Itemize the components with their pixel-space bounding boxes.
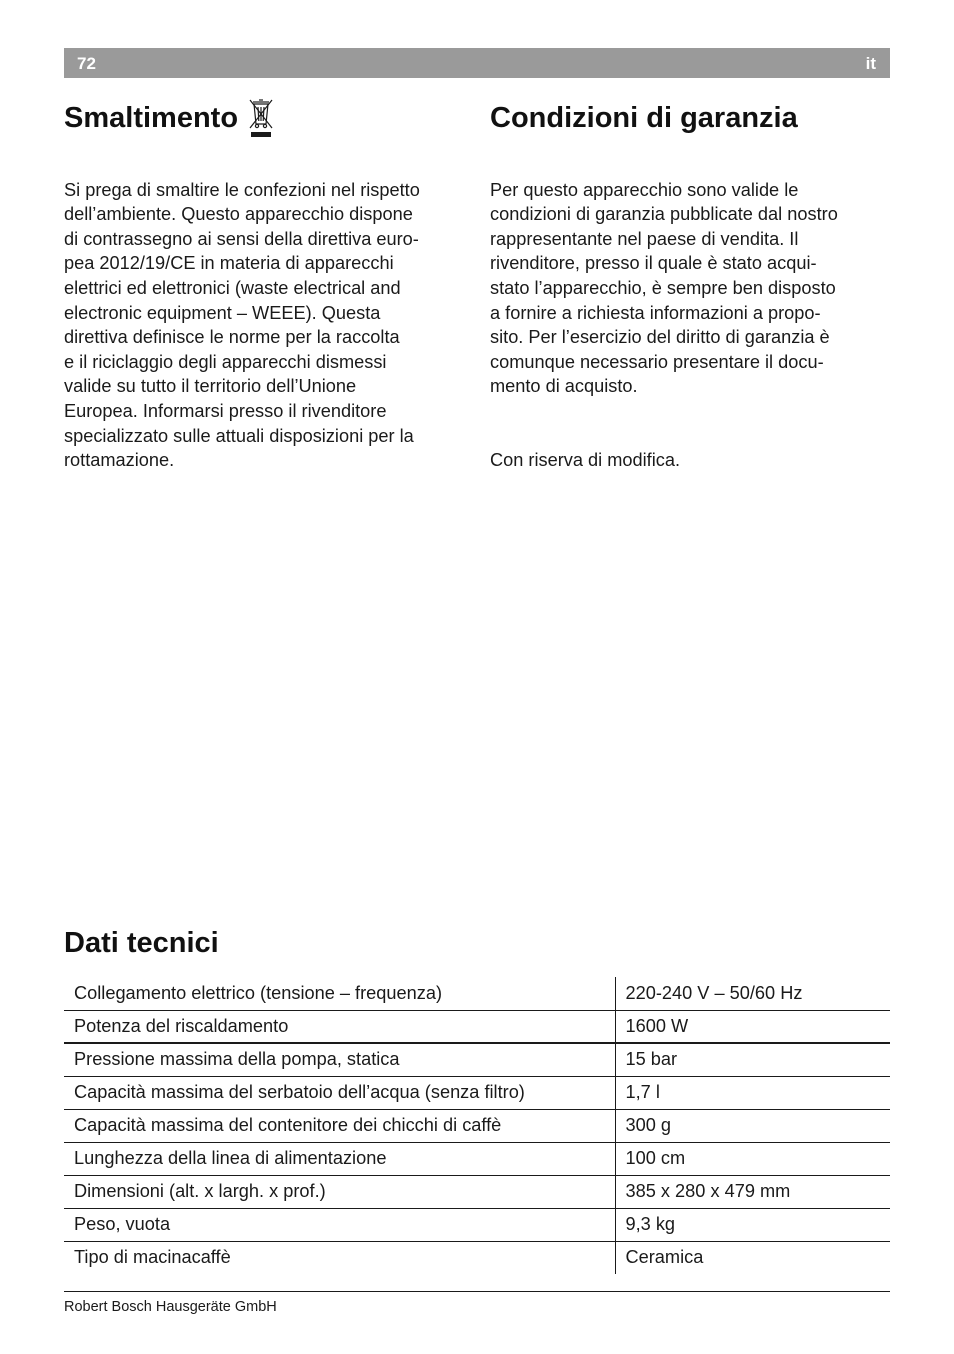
page-number: 72 xyxy=(77,54,96,73)
technical-data-table xyxy=(64,977,890,1274)
footer-company: Robert Bosch Hausgeräte GmbH xyxy=(64,1299,277,1315)
disposal-heading xyxy=(64,96,468,140)
table-row xyxy=(64,1142,890,1175)
spec-label: Pressione massima della pompa, statica xyxy=(64,1043,615,1076)
spec-value: 100 cm xyxy=(615,1142,890,1175)
crossed-out-wheelie-bin-icon xyxy=(248,98,274,151)
spec-label: Capacità massima del serbatoio dell’acqua (senza filtro) xyxy=(64,1076,615,1109)
warranty-section xyxy=(490,96,894,497)
spec-label: Collegamento elettrico (tensione – frequenza) xyxy=(64,977,615,1010)
spec-label: Lunghezza della linea di alimentazione xyxy=(64,1142,615,1175)
table-row xyxy=(64,1175,890,1208)
warranty-paragraph: Per questo apparecchio sono valide le condizioni di garanzia pubblicate dal nostro rappresentante nel paese di vendita. Il rivenditore, presso il quale è stato acqui- stato l’apparecchio, è sempre ben disposto a fornire a richiesta informazioni a propo- sito. Per l’esercizio del diritto di garanzia è comunque necessario presentare il docu- mento di acquisto. xyxy=(490,179,838,397)
spec-label: Potenza del riscaldamento xyxy=(64,1010,615,1043)
table-row xyxy=(64,1241,890,1274)
footer-divider xyxy=(64,1291,890,1292)
spec-value: 220-240 V – 50/60 Hz xyxy=(615,977,890,1010)
spec-label: Peso, vuota xyxy=(64,1208,615,1241)
table-row xyxy=(64,1010,890,1043)
technical-data-title: Dati tecnici xyxy=(64,927,219,959)
warranty-note: Con riserva di modifica. xyxy=(490,450,681,471)
spec-value: 385 x 280 x 479 mm xyxy=(615,1175,890,1208)
language-code: it xyxy=(865,54,876,73)
table-row xyxy=(64,1076,890,1109)
disposal-text xyxy=(64,153,468,497)
spec-label: Capacità massima del contenitore dei chicchi di caffè xyxy=(64,1109,615,1142)
disposal-title: Smaltimento xyxy=(64,102,239,134)
disposal-section xyxy=(64,96,468,497)
page-header-bar xyxy=(64,48,890,78)
spec-value: 15 bar xyxy=(615,1043,890,1076)
spec-label: Tipo di macinacaffè xyxy=(64,1241,615,1274)
spec-value: 9,3 kg xyxy=(615,1208,890,1241)
spec-value: Ceramica xyxy=(625,1247,704,1268)
spec-label: Dimensioni (alt. x largh. x prof.) xyxy=(64,1175,615,1208)
spec-value: 1,7 l xyxy=(615,1076,890,1109)
table-row xyxy=(64,1208,890,1241)
spec-value: 1600 W xyxy=(615,1010,890,1043)
warranty-text xyxy=(490,153,894,497)
table-row xyxy=(64,1043,890,1076)
warranty-title: Condizioni di garanzia xyxy=(490,102,798,134)
disposal-paragraph: Si prega di smaltire le confezioni nel rispetto dell’ambiente. Questo apparecchio dispone di contrassegno ai sensi della direttiva euro- pea 2012/19/CE in materia di apparecchi elettrici ed elettronici (waste electrical and electronic equipment – WEEE). Questa direttiva definisce le norme per la raccolta e il riciclaggio degli apparecchi dismessi valide su tutto il territorio dell’Unione Europea. Informarsi presso il rivenditore specializzato sulle attuali disposizioni per la rottamazione. xyxy=(64,179,420,471)
spec-value: 300 g xyxy=(615,1109,890,1142)
table-row xyxy=(64,1109,890,1142)
table-row xyxy=(64,977,890,1010)
